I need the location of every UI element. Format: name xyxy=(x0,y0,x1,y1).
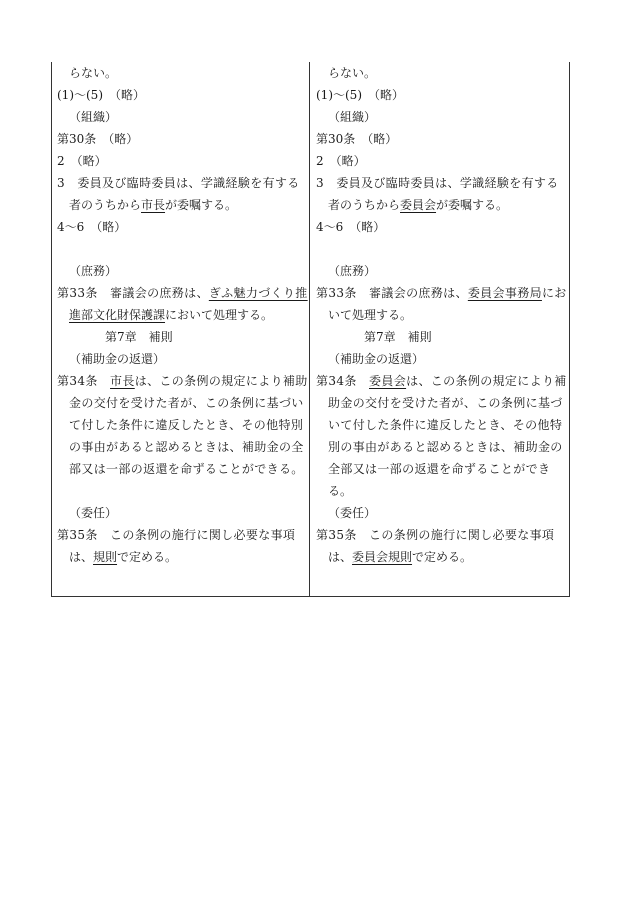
right-article-34-cont-5: る。 xyxy=(328,484,353,498)
left-heading-refund: （補助金の返還） xyxy=(69,352,166,366)
amended-text: 市長 xyxy=(110,374,135,388)
left-line-2: (1)～(5) （略） xyxy=(57,88,145,102)
right-heading-organization: （組織） xyxy=(328,110,377,124)
right-heading-refund: （補助金の返還） xyxy=(328,352,425,366)
left-heading-delegation: （委任） xyxy=(69,506,118,520)
blank-line xyxy=(57,480,309,502)
left-article-34-cont-2: て付した条件に違反したとき、その他特別 xyxy=(69,418,304,432)
text: 第34条 xyxy=(57,374,111,388)
text: は、 xyxy=(328,550,353,564)
text: にお xyxy=(541,286,567,300)
right-paragraph-3-cont xyxy=(316,194,568,216)
right-heading-delegation: （委任） xyxy=(328,506,377,520)
blank-line xyxy=(57,238,309,260)
column-divider xyxy=(309,62,310,597)
left-line-1: らない。 xyxy=(69,66,118,80)
right-line-2: (1)～(5) （略） xyxy=(316,88,404,102)
amended-text: 市長 xyxy=(141,198,166,212)
text: 第34条 xyxy=(316,374,370,388)
right-article-35-cont xyxy=(316,546,568,568)
amended-text: 委員会事務局 xyxy=(467,286,542,300)
blank-line xyxy=(316,238,568,260)
text: 者のうちから xyxy=(328,198,401,212)
right-heading-general-affairs: （庶務） xyxy=(328,264,377,278)
right-article-34-cont-3: 別の事由があると認めるときは、補助金の xyxy=(328,440,563,454)
right-paragraph-4-6: 4～6 （略） xyxy=(316,220,386,234)
right-article-35: 第35条 この条例の施行に関し必要な事項 xyxy=(316,528,555,542)
left-article-34-cont-4: 部又は一部の返還を命ずることができる。 xyxy=(69,462,304,476)
amended-text: 委員会 xyxy=(400,198,437,212)
left-column xyxy=(57,62,309,568)
left-heading-general-affairs: （庶務） xyxy=(69,264,118,278)
amended-text: 進部文化財保護課 xyxy=(69,308,166,322)
text: は、 xyxy=(69,550,94,564)
right-paragraph-3: 3 委員及び臨時委員は、学識経験を有する xyxy=(316,176,559,190)
left-chapter-7: 第7章 補則 xyxy=(105,330,173,344)
right-article-34-cont-4: 全部又は一部の返還を命ずることができ xyxy=(328,462,551,476)
left-article-30: 第30条 （略） xyxy=(57,132,139,146)
right-column xyxy=(316,62,568,568)
left-article-34 xyxy=(57,370,309,392)
text: は、この条例の規定により補 xyxy=(406,374,567,388)
amended-text: 委員会規則 xyxy=(352,550,413,564)
text: は、この条例の規定により補助 xyxy=(134,374,308,388)
left-article-33 xyxy=(57,282,309,304)
left-article-33-cont xyxy=(57,304,309,326)
amended-text: ぎふ魅力づくり推 xyxy=(208,286,308,300)
left-article-34-cont-3: の事由があると認めるときは、補助金の全 xyxy=(69,440,304,454)
right-article-34 xyxy=(316,370,568,392)
text: 第33条 審議会の庶務は、 xyxy=(57,286,209,300)
right-article-33 xyxy=(316,282,568,304)
text: 第33条 審議会の庶務は、 xyxy=(316,286,468,300)
right-chapter-7: 第7章 補則 xyxy=(364,330,432,344)
left-paragraph-2: 2 （略） xyxy=(57,154,107,168)
text: で定める。 xyxy=(117,550,178,564)
left-paragraph-4-6: 4～6 （略） xyxy=(57,220,127,234)
left-paragraph-3-cont xyxy=(57,194,309,216)
right-article-34-cont-1: 助金の交付を受けた者が、この条例に基づ xyxy=(328,396,563,410)
left-article-35-cont xyxy=(57,546,309,568)
right-article-30: 第30条 （略） xyxy=(316,132,398,146)
right-paragraph-2: 2 （略） xyxy=(316,154,366,168)
right-article-33-cont: いて処理する。 xyxy=(328,308,413,322)
amended-text: 規則 xyxy=(93,550,118,564)
text: において処理する。 xyxy=(165,308,274,322)
text: 者のうちから xyxy=(69,198,142,212)
left-heading-organization: （組織） xyxy=(69,110,118,124)
right-line-1: らない。 xyxy=(328,66,377,80)
left-paragraph-3: 3 委員及び臨時委員は、学識経験を有する xyxy=(57,176,300,190)
left-article-35: 第35条 この条例の施行に関し必要な事項 xyxy=(57,528,296,542)
right-article-34-cont-2: いて付した条件に違反したとき、その他特 xyxy=(328,418,563,432)
text: で定める。 xyxy=(412,550,473,564)
amended-text: 委員会 xyxy=(369,374,407,388)
text: が委嘱する。 xyxy=(165,198,238,212)
text: が委嘱する。 xyxy=(436,198,509,212)
left-article-34-cont-1: 金の交付を受けた者が、この条例に基づい xyxy=(69,396,304,410)
